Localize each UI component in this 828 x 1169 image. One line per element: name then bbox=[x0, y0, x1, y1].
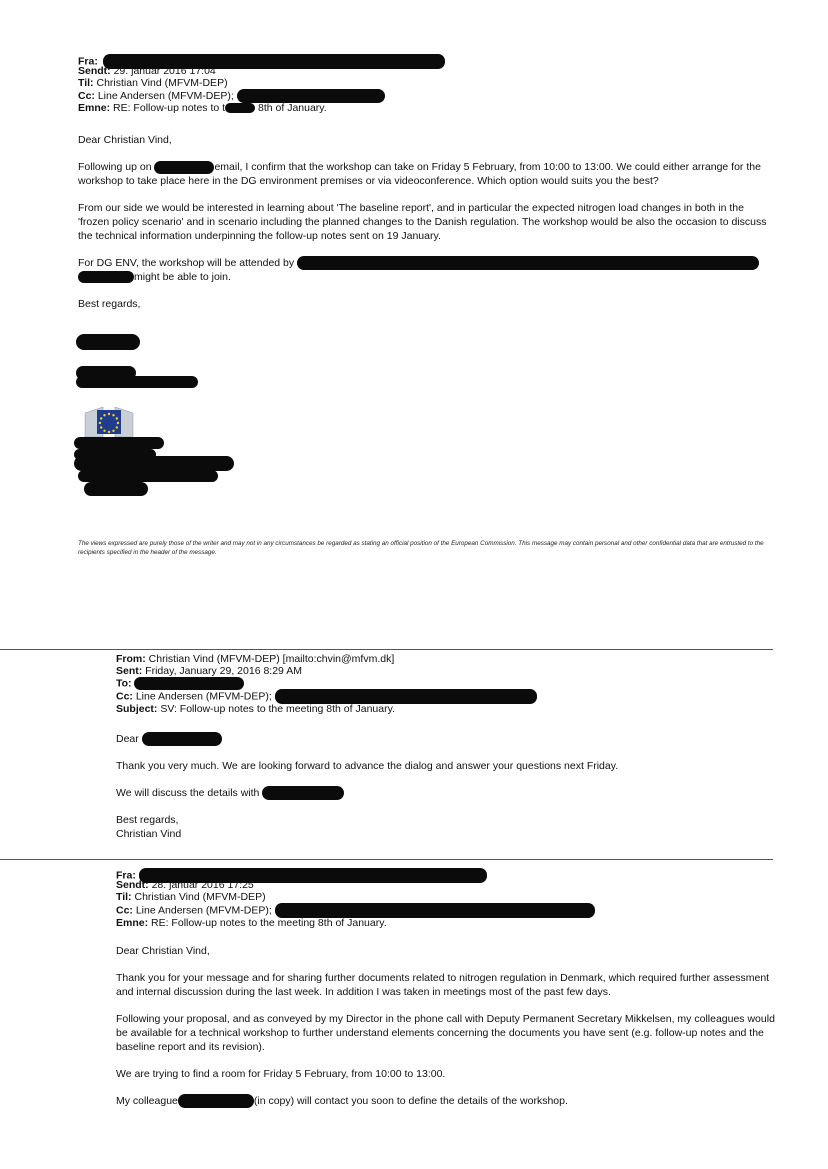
email1-paragraph-2: From our side we would be interested in learning about 'The baseline report', and in particular the expected nitrogen load changes in both in the 'frozen policy scenario' and in scenario including the planned changes to the Danish regulation. The workshop would be also the occasion to discuss the technical information underpinning the follow-up notes sent on 19 January. bbox=[78, 202, 767, 242]
redacted-block bbox=[76, 376, 198, 388]
redacted-block bbox=[297, 256, 759, 270]
email2-paragraph-2 bbox=[116, 786, 776, 800]
email3-to: Christian Vind (MFVM-DEP) bbox=[134, 890, 266, 903]
email2-closing-line1: Best regards, bbox=[116, 814, 179, 827]
email1-header bbox=[78, 54, 778, 115]
email1-p3-end: might be able to join. bbox=[134, 271, 231, 284]
email3-p4-end: (in copy) will contact you soon to define the details of the workshop. bbox=[253, 1095, 568, 1107]
email3-subject: RE: Follow-up notes to the meeting 8th of January. bbox=[151, 917, 387, 929]
email3-greeting: Dear Christian Vind, bbox=[116, 945, 210, 957]
email2-closing bbox=[116, 813, 776, 841]
email3-sent: 28. januar 2016 17:25 bbox=[151, 879, 254, 891]
email3-body bbox=[116, 944, 778, 1121]
separator-line bbox=[0, 859, 773, 860]
email1-cc: Line Andersen (MFVM-DEP); bbox=[97, 89, 234, 102]
email2-closing-line2: Christian Vind bbox=[116, 828, 182, 841]
email1-p3-start: For DG ENV, the workshop will be attended by bbox=[78, 257, 295, 269]
email1-disclaimer: The views expressed are purely those of the writer and may not in any circumstances be regarded as stating an official position of the European Commission. This message may contain personal and other confidential data that are entrusted to the recipients specified in the header of the message. bbox=[78, 540, 764, 556]
email2-subject: SV: Follow-up notes to the meeting 8th of January. bbox=[160, 703, 395, 715]
european-commission-logo bbox=[83, 405, 135, 439]
redacted-block bbox=[154, 161, 214, 174]
email1-p1-end: email, I confirm that the workshop can take on Friday 5 February, from 10:00 to 13:00. We could either arrange for the workshop to take place here in the DG environment premises or via videoconference. Which option would suits you the best? bbox=[78, 161, 761, 187]
email1-from-label: Fra: bbox=[78, 55, 98, 68]
redacted-block bbox=[84, 482, 148, 496]
redacted-block bbox=[78, 470, 218, 482]
redacted-block bbox=[74, 456, 234, 471]
redacted-block bbox=[262, 786, 344, 800]
email1-closing: Best regards, bbox=[78, 298, 141, 311]
email2-cc: Line Andersen (MFVM-DEP); bbox=[135, 690, 272, 703]
redacted-block bbox=[225, 103, 255, 113]
redacted-block bbox=[237, 89, 385, 103]
email3-to-label: Til: bbox=[116, 890, 132, 903]
email2-p2-text: We will discuss the details with bbox=[116, 787, 260, 800]
email3-from-label: Fra: bbox=[116, 869, 136, 882]
redacted-block bbox=[74, 437, 164, 449]
email1-to-label: Til: bbox=[78, 76, 94, 89]
email1-subject-part2: 8th of January. bbox=[258, 102, 327, 114]
redacted-block bbox=[76, 334, 140, 350]
email2-from-label: From: bbox=[116, 653, 146, 665]
email3-p4-start: My colleague bbox=[116, 1095, 178, 1107]
email2-to-label: To: bbox=[116, 677, 132, 690]
email2-sent: Friday, January 29, 2016 8:29 AM bbox=[145, 664, 302, 677]
email1-p1-start: Following up on bbox=[78, 161, 152, 173]
email2-subject-label: Subject: bbox=[116, 703, 158, 715]
email1-body bbox=[78, 133, 778, 324]
email1-paragraph-3 bbox=[78, 256, 778, 284]
email3-paragraph-1: Thank you for your message and for sharing further documents related to nitrogen regulation in Denmark, which required further assessment and internal discussion during the last week. In addition I was taken in meetings most of the past few days. bbox=[116, 972, 770, 998]
email2-paragraph-1: Thank you very much. We are looking forward to advance the dialog and answer your questions next Friday. bbox=[116, 760, 619, 773]
email3-sent-label: Sendt: bbox=[116, 879, 149, 891]
email1-subject-label: Emne: bbox=[78, 102, 111, 114]
email3-paragraph-2: Following your proposal, and as conveyed by my Director in the phone call with Deputy Permanent Secretary Mikkelsen, my colleagues would be available for a technical workshop to further understand elements concerning the documents you have sent (e.g. follow-up notes and the baseline report and its revision). bbox=[116, 1013, 775, 1053]
email2-body bbox=[116, 732, 776, 854]
redacted-block bbox=[275, 689, 537, 704]
email3-cc: Line Andersen (MFVM-DEP); bbox=[135, 904, 272, 917]
email1-sent-label: Sendt: bbox=[78, 65, 111, 77]
redacted-block bbox=[142, 732, 222, 746]
separator-line bbox=[0, 649, 773, 650]
redacted-block bbox=[78, 271, 134, 283]
email2-sent-label: Sent: bbox=[116, 664, 143, 677]
email3-paragraph-4 bbox=[116, 1094, 778, 1108]
email3-cc-label: Cc: bbox=[116, 904, 133, 917]
email2-greeting bbox=[116, 732, 776, 746]
email3-paragraph-3: We are trying to find a room for Friday 5 February, from 10:00 to 13:00. bbox=[116, 1068, 446, 1080]
email2-from: Christian Vind (MFVM-DEP) [mailto:chvin@mfvm.dk] bbox=[148, 653, 395, 665]
email1-to: Christian Vind (MFVM-DEP) bbox=[96, 76, 228, 89]
redacted-block bbox=[275, 903, 595, 918]
email2-cc-label: Cc: bbox=[116, 690, 133, 703]
email1-subject-part1: RE: Follow-up notes to t bbox=[113, 102, 226, 114]
email1-paragraph-1 bbox=[78, 160, 778, 188]
email1-cc-label: Cc: bbox=[78, 89, 95, 102]
redacted-block bbox=[178, 1094, 254, 1108]
email3-header bbox=[116, 868, 776, 930]
email1-sent: 29. januar 2016 17:04 bbox=[113, 65, 216, 77]
email2-greeting-text: Dear bbox=[116, 733, 139, 745]
email3-subject-label: Emne: bbox=[116, 917, 149, 929]
email1-greeting: Dear Christian Vind, bbox=[78, 134, 172, 146]
email2-header bbox=[116, 654, 776, 716]
